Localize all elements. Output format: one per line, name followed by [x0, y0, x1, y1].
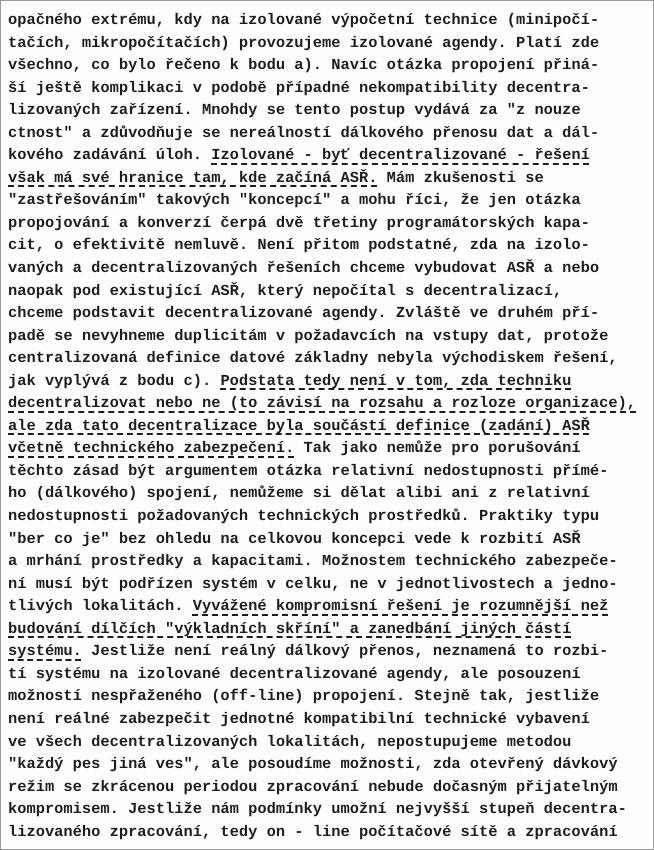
text-segment: chceme podstavit decentralizované agendy. Zvláště ve druhém pří- — [8, 304, 600, 323]
text-line — [8, 370, 649, 393]
text-line — [8, 482, 649, 505]
text-line — [8, 798, 649, 821]
text-line — [8, 573, 649, 596]
text-segment: kompromisem. Jestliže nám podmínky umožní nejvyšší stupeň decentra- — [8, 800, 627, 819]
text-segment: centralizovaná definice datové základny nebyla východiskem řešení, — [8, 349, 618, 368]
text-line — [8, 99, 649, 122]
text-line — [8, 54, 649, 77]
text-line — [8, 167, 649, 190]
text-line — [8, 347, 649, 370]
text-segment: ve všech decentralizovaných lokalitách, nepostupujeme metodou — [8, 732, 572, 751]
text-segment: Mám zkušenosti se — [377, 168, 544, 187]
underlined-text-segment: systému. — [8, 642, 82, 661]
text-segment: těchto zásad být argumentem otázka relativní nedostupnosti přímé- — [8, 461, 609, 480]
text-line — [8, 189, 649, 212]
text-block — [8, 9, 649, 843]
underlined-text-segment: Izolované - byť decentralizované - řešení — [211, 146, 590, 165]
text-line — [8, 280, 649, 303]
underlined-text-segment: decentralizovat nebo ne (to závisí na rozsahu a rozloze organizace), — [8, 394, 637, 413]
text-line — [8, 212, 649, 235]
text-segment: Tak jako nemůže pro porušování — [294, 439, 581, 458]
text-segment: lizovaného zpracování, tedy on - line počítačové sítě a zpracování — [8, 822, 618, 841]
text-line — [8, 122, 649, 145]
underlined-text-segment: Podstata tedy není v tom, zda techniku — [220, 371, 572, 390]
text-line — [8, 550, 649, 573]
text-line — [8, 505, 649, 528]
underlined-text-segment: ale zda tato decentralizace byla součástí definice (zadání) ASŘ — [8, 416, 590, 435]
text-segment: Jestliže není reálný dálkový přenos, neznamená to rozbi- — [81, 642, 609, 661]
text-segment: "každý pes jiná ves", ale posoudíme možnosti, zda otevřený dávkový — [8, 755, 618, 774]
text-line — [8, 437, 649, 460]
text-line — [8, 77, 649, 100]
text-segment: a mrhání prostředky a kapacitami. Možnostem technického zabezpeče- — [8, 552, 618, 571]
text-line — [8, 302, 649, 325]
text-line — [8, 460, 649, 483]
text-segment: všechno, co bylo řečeno k bodu a). Navíc otázka propojení přiná- — [8, 56, 600, 75]
text-segment: opačného extrému, kdy na izolované výpočetní technice (minipočí- — [8, 11, 600, 29]
text-line — [8, 776, 649, 799]
text-line — [8, 32, 649, 55]
underlined-text-segment: budování dílčích "výkladních skříní" a zanedbání jiných částí — [8, 619, 572, 638]
text-line — [8, 753, 649, 776]
text-segment: možností nespřaženého (off-line) propojení. Stejně tak, jestliže — [8, 687, 600, 706]
text-segment: lizovaných zařízení. Mnohdy se tento postup vydává za "z nouze — [8, 101, 581, 120]
text-segment: tačích, mikropočítačích) provozujeme izolované agendy. Platí zde — [8, 33, 600, 52]
text-segment: cit, o efektivitě nemluvě. Není přitom podstatné, zda na izolo- — [8, 236, 590, 255]
text-line — [8, 528, 649, 551]
text-line — [8, 392, 649, 415]
text-line — [8, 640, 649, 663]
text-segment: režim se zkrácenou periodou zpracování nebude dočasným přijatelným — [8, 777, 618, 796]
text-line — [8, 9, 649, 32]
text-segment: tí systému na izolované decentralizované agendy, ale posouzení — [8, 664, 581, 683]
text-segment: není reálné zabezpečit jednotné kompatibilní technické vybavení — [8, 709, 590, 728]
text-segment: "zastřešováním" takových "koncepcí" a mohu říci, že jen otázka — [8, 191, 581, 210]
text-segment: tlivých lokalitách. — [8, 597, 193, 616]
text-line — [8, 595, 649, 618]
text-segment: padě se nevyhneme duplicitám v požadavcích na vstupy dat, protože — [8, 326, 609, 345]
text-line — [8, 144, 649, 167]
text-segment: ctnost" a zdůvodňuje se nereálností dálkového přenosu dat a dál- — [8, 123, 600, 142]
underlined-text-segment: Vyvážené kompromisní řešení je rozumnější než — [192, 597, 609, 616]
text-segment: ní musí být podřízen systém v celku, ne v jednotlivostech a jedno- — [8, 574, 618, 593]
underlined-text-segment: však má své hranice tam, kde začíná ASŘ. — [8, 168, 378, 187]
text-segment: nedostupnosti požadovaných technických prostředků. Praktiky typu — [8, 507, 600, 526]
text-line — [8, 685, 649, 708]
text-segment: jak vyplývá z bodu c). — [8, 371, 221, 390]
text-segment: "ber co je" bez ohledu na celkovou koncepci vede k rozbití ASŘ — [8, 529, 581, 548]
text-segment: vaných a decentralizovaných řešeních chceme vybudovat ASŘ a nebo — [8, 259, 600, 278]
text-line — [8, 821, 649, 844]
text-segment: ší ještě komplikaci v podobě případné nekompatibility decentra- — [8, 78, 590, 97]
text-segment: propojování a konverzí čerpá dvě třetiny programátorských kapa- — [8, 213, 590, 232]
text-segment: ho (dálkového) spojení, nemůžeme si dělat alibi ani z relativní — [8, 484, 590, 503]
text-line — [8, 234, 649, 257]
text-segment: naopak pod existující ASŘ, který nepočítal s decentralizací, — [8, 281, 563, 300]
text-line — [8, 663, 649, 686]
text-line — [8, 708, 649, 731]
text-line — [8, 415, 649, 438]
text-line — [8, 618, 649, 641]
text-line — [8, 325, 649, 348]
text-line — [8, 257, 649, 280]
text-segment: kového zadávání úloh. — [8, 146, 212, 165]
underlined-text-segment: včetně technického zabezpečení. — [8, 439, 295, 458]
text-line — [8, 731, 649, 754]
